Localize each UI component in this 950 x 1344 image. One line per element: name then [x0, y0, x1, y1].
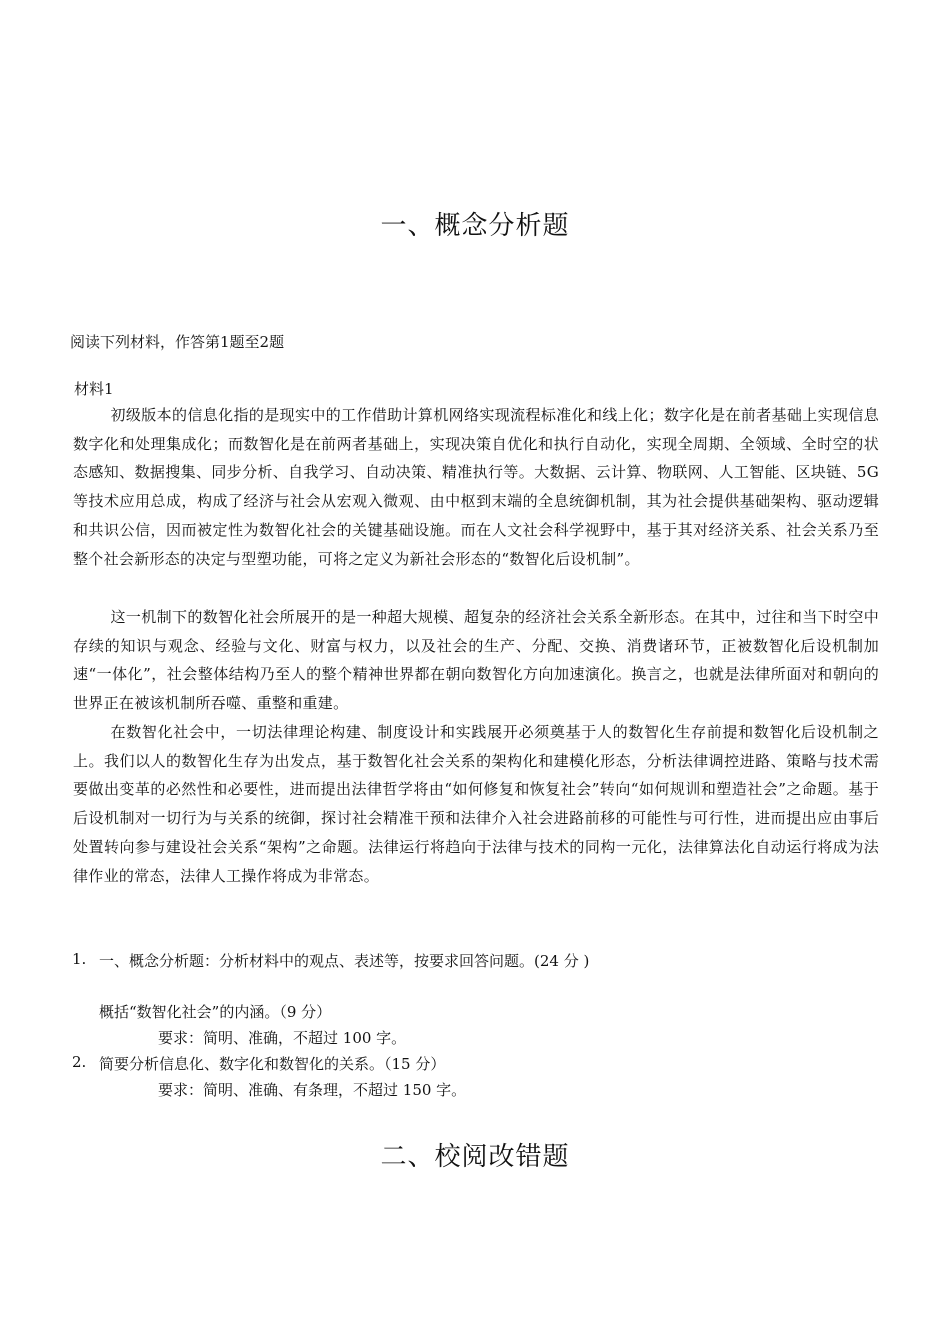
- paragraph-2: 这一机制下的数智化社会所展开的是一种超大规模、超复杂的经济社会关系全新形态。在其中，过往和当下时空中存续的知识与观念、经验与文化、财富与权力，以及社会的生产、分配、交换、消费诸环节，正被数智化后设机制加速“一体化”，社会整体结构乃至人的整个精神世界都在朝向数智化方向加速演化。换言之，也就是法律所面对和朝向的世界正在被该机制所吞噬、重整和重建。: [73, 608, 879, 713]
- paragraph-1: 初级版本的信息化指的是现实中的工作借助计算机网络实现流程标准化和线上化；数字化是在前者基础上实现信息数字化和处理集成化；而数智化是在前两者基础上，实现决策自优化和执行自动化，实现全周期、全领域、全时空的状态感知、数据搜集、同步分析、自我学习、自动决策、精准执行等。大数据、云计算、物联网、人工智能、区块链、5G 等技术应用总成，构成了经济与社会从宏观入微观、由中枢到末端的全息统御机制，其为社会提供基础架构、驱动逻辑和共识公信，因而被定性为数智化社会的关键基础设施。而在人文社会科学视野中，基于其对经济关系、社会关系乃至整个社会新形态的决定与型塑功能，可将之定义为新社会形态的“数智化后设机制”。: [73, 406, 879, 568]
- question-2-number: 2.: [72, 1053, 87, 1071]
- question-1-text: 一、概念分析题：分析材料中的观点、表述等，按要求回答问题。(24 分 ): [99, 952, 590, 970]
- question-2-requirement: 要求：简明、准确、有条理，不超过 150 字。: [158, 1081, 467, 1099]
- question-1-subtask: 概括“数智化社会”的内涵。（9 分）: [99, 1003, 332, 1021]
- intro-text: 阅读下列材料，作答第1题至2题: [70, 333, 285, 351]
- paragraph-3: 在数智化社会中，一切法律理论构建、制度设计和实践展开必须奠基于人的数智化生存前提和数智化后设机制之上。我们以人的数智化生存为出发点，基于数智化社会关系的架构化和建模化形态，分析法律调控进路、策略与技术需要做出变革的必然性和必要性，进而提出法律哲学将由“如何修复和恢复社会”转向“如何规训和塑造社会”之命题。基于后设机制对一切行为与关系的统御，探讨社会精准干预和法律介入社会进路前移的可能性与可行性，进而提出应由事后处置转向参与建设社会关系“架构”之命题。法律运行将趋向于法律与技术的同构一元化，法律算法化自动运行将成为法律作业的常态，法律人工操作将成为非常态。: [73, 723, 879, 885]
- section2-title: 二、校阅改错题: [380, 1142, 570, 1172]
- question-1-number: 1.: [72, 950, 87, 968]
- material-label: 材料1: [74, 380, 114, 398]
- question-1-requirement: 要求：简明、准确，不超过 100 字。: [158, 1029, 407, 1047]
- section1-title: 一、概念分析题: [380, 211, 570, 241]
- question-2-text: 简要分析信息化、数字化和数智化的关系。（15 分）: [99, 1055, 446, 1073]
